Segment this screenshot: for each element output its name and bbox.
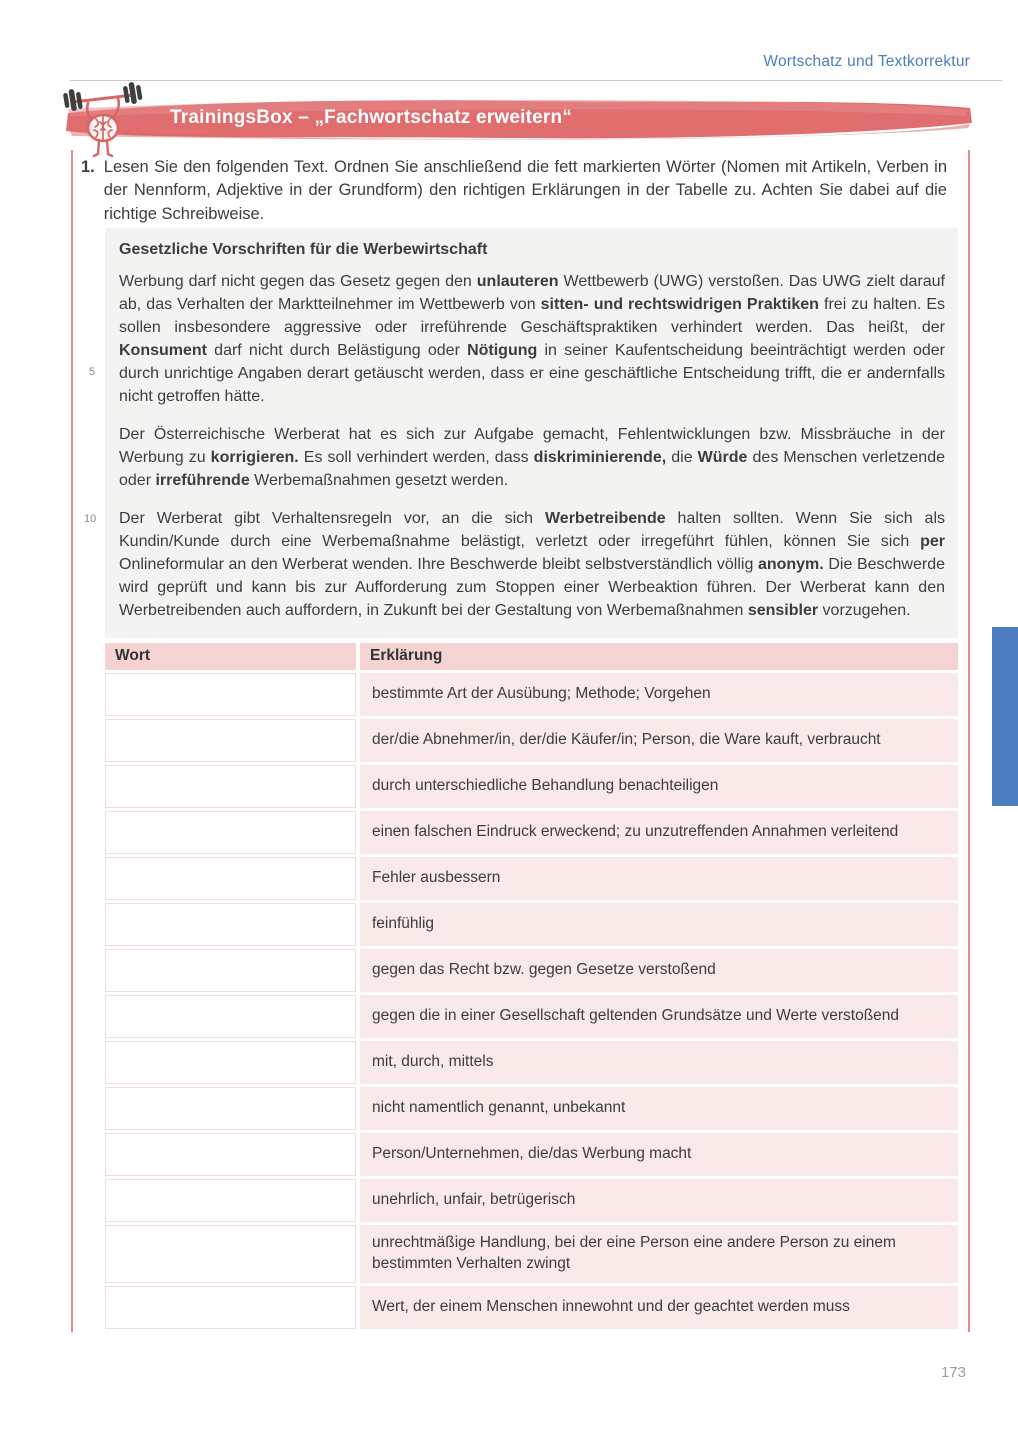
- table-row: [105, 857, 958, 900]
- erklaerung-cell: unehrlich, unfair, betrügerisch: [360, 1179, 958, 1222]
- erklaerung-cell: Person/Unternehmen, die/das Werbung macht: [360, 1133, 958, 1176]
- wort-answer-cell: [105, 673, 356, 716]
- table-row: [105, 1225, 958, 1283]
- wort-answer-cell: [105, 1133, 356, 1176]
- right-margin-rule: [968, 150, 970, 1332]
- table-row: [105, 1087, 958, 1130]
- erklaerung-cell: Wert, der einem Menschen innewohnt und der geachtet werden muss: [360, 1286, 958, 1329]
- line-number-10: 10: [84, 513, 97, 525]
- wort-answer-cell: [105, 1225, 356, 1283]
- table-row: [105, 1286, 958, 1329]
- table-body: [105, 673, 958, 1329]
- erklaerung-cell: unrechtmäßige Handlung, bei der eine Person eine andere Person zu einem bestimmten Verhalten zwingt: [360, 1225, 958, 1283]
- column-header-erklaerung: Erklärung: [360, 643, 958, 670]
- vocabulary-table: [105, 643, 958, 1332]
- erklaerung-cell: einen falschen Eindruck erweckend; zu unzutreffenden Annahmen verleitend: [360, 811, 958, 854]
- erklaerung-cell: bestimmte Art der Ausübung; Methode; Vorgehen: [360, 673, 958, 716]
- reading-text-paragraph: Der Österreichische Werberat hat es sich zur Aufgabe gemacht, Fehlentwicklungen bzw. Missbräuche in der Werbung zu korrigieren. Es soll verhindert werden, dass diskriminierende, die Würde des Menschen verletzende oder irreführende Werbemaßnahmen gesetzt werden.: [119, 426, 945, 490]
- reading-text-paragraph: Der Werberat gibt Verhaltensregeln vor, an die sich Werbetreibende halten sollten. Wenn Sie sich als Kundin/Kunde durch eine Werbemaßnahme belästigt, verletzt oder irregeführt fühlen, können Sie sich per Onlineformular an den Werberat wenden. Ihre Beschwerde bleibt selbstverständlich völlig anonym. Die Beschwerde wird geprüft und kann bis zur Aufforderung zum Stoppen einer Werbeaktion führen. Der Werberat kann den Werbetreibenden auch auffordern, in Zukunft bei der Gestaltung von Werbemaßnahmen sensibler vorzugehen.: [119, 510, 946, 620]
- table-row: [105, 949, 958, 992]
- table-row: [105, 1041, 958, 1084]
- wort-answer-cell: [105, 949, 356, 992]
- table-header-row: [105, 643, 958, 670]
- table-row: [105, 811, 958, 854]
- wort-answer-cell: [105, 719, 356, 762]
- reading-text-box: [105, 228, 958, 638]
- left-margin-rule: [71, 150, 73, 1332]
- wort-answer-cell: [105, 995, 356, 1038]
- wort-answer-cell: [105, 811, 356, 854]
- wort-answer-cell: [105, 765, 356, 808]
- line-number-5: 5: [89, 366, 96, 378]
- column-header-wort: Wort: [105, 643, 356, 670]
- table-row: [105, 995, 958, 1038]
- erklaerung-cell: gegen das Recht bzw. gegen Gesetze verstoßend: [360, 949, 958, 992]
- table-row: [105, 903, 958, 946]
- task-number: 1.: [81, 158, 95, 176]
- task-instruction: Lesen Sie den folgenden Text. Ordnen Sie anschließend die fett markierten Wörter (Nomen mit Artikeln, Verben in der Nennform, Adjektive in der Grundform) den richtigen Erklärungen in der Tabelle zu. Achten Sie dabei auf die richtige Schreibweise.: [103, 158, 947, 223]
- erklaerung-cell: gegen die in einer Gesellschaft geltenden Grundsätze und Werte verstoßend: [360, 995, 958, 1038]
- wort-answer-cell: [105, 1179, 356, 1222]
- wort-answer-cell: [105, 857, 356, 900]
- trainingsbox-title: TrainingsBox – „Fachwortschatz erweitern“: [170, 107, 573, 128]
- erklaerung-cell: feinfühlig: [360, 903, 958, 946]
- wort-answer-cell: [105, 1041, 356, 1084]
- running-head: Wortschatz und Textkorrektur: [763, 53, 970, 70]
- header-divider: [70, 80, 1002, 81]
- table-row: [105, 673, 958, 716]
- erklaerung-cell: durch unterschiedliche Behandlung benachteiligen: [360, 765, 958, 808]
- wort-answer-cell: [105, 1286, 356, 1329]
- reading-text-paragraph: Werbung darf nicht gegen das Gesetz gegen den unlauteren Wettbewerb (UWG) verstoßen. Das UWG zielt darauf ab, das Verhalten der Marktteilnehmer im Wettbewerb von sitten- und rechtswidrigen Praktiken frei zu halten. Es sollen insbesondere aggressive oder irreführende Geschäftspraktiken verhindert werden. Das heißt, der Konsument darf nicht durch Belästigung oder Nötigung in seiner Kaufentscheidung beeinträchtigt werden oder durch unrichtige Angaben derart getäuscht werden, dass er eine geschäftliche Entscheidung trifft, die er andernfalls nicht getroffen hätte.: [119, 273, 946, 406]
- erklaerung-cell: der/die Abnehmer/in, der/die Käufer/in; Person, die Ware kauft, verbraucht: [360, 719, 958, 762]
- table-row: [105, 719, 958, 762]
- table-row: [105, 1133, 958, 1176]
- table-row: [105, 1179, 958, 1222]
- erklaerung-cell: Fehler ausbessern: [360, 857, 958, 900]
- reading-text-title: Gesetzliche Vorschriften für die Werbewirtschaft: [119, 241, 488, 258]
- erklaerung-cell: nicht namentlich genannt, unbekannt: [360, 1087, 958, 1130]
- chapter-edge-tab: [992, 627, 1018, 806]
- wort-answer-cell: [105, 903, 356, 946]
- task-1: [81, 156, 947, 226]
- page-number: 173: [940, 1364, 966, 1381]
- table-row: [105, 765, 958, 808]
- wort-answer-cell: [105, 1087, 356, 1130]
- erklaerung-cell: mit, durch, mittels: [360, 1041, 958, 1084]
